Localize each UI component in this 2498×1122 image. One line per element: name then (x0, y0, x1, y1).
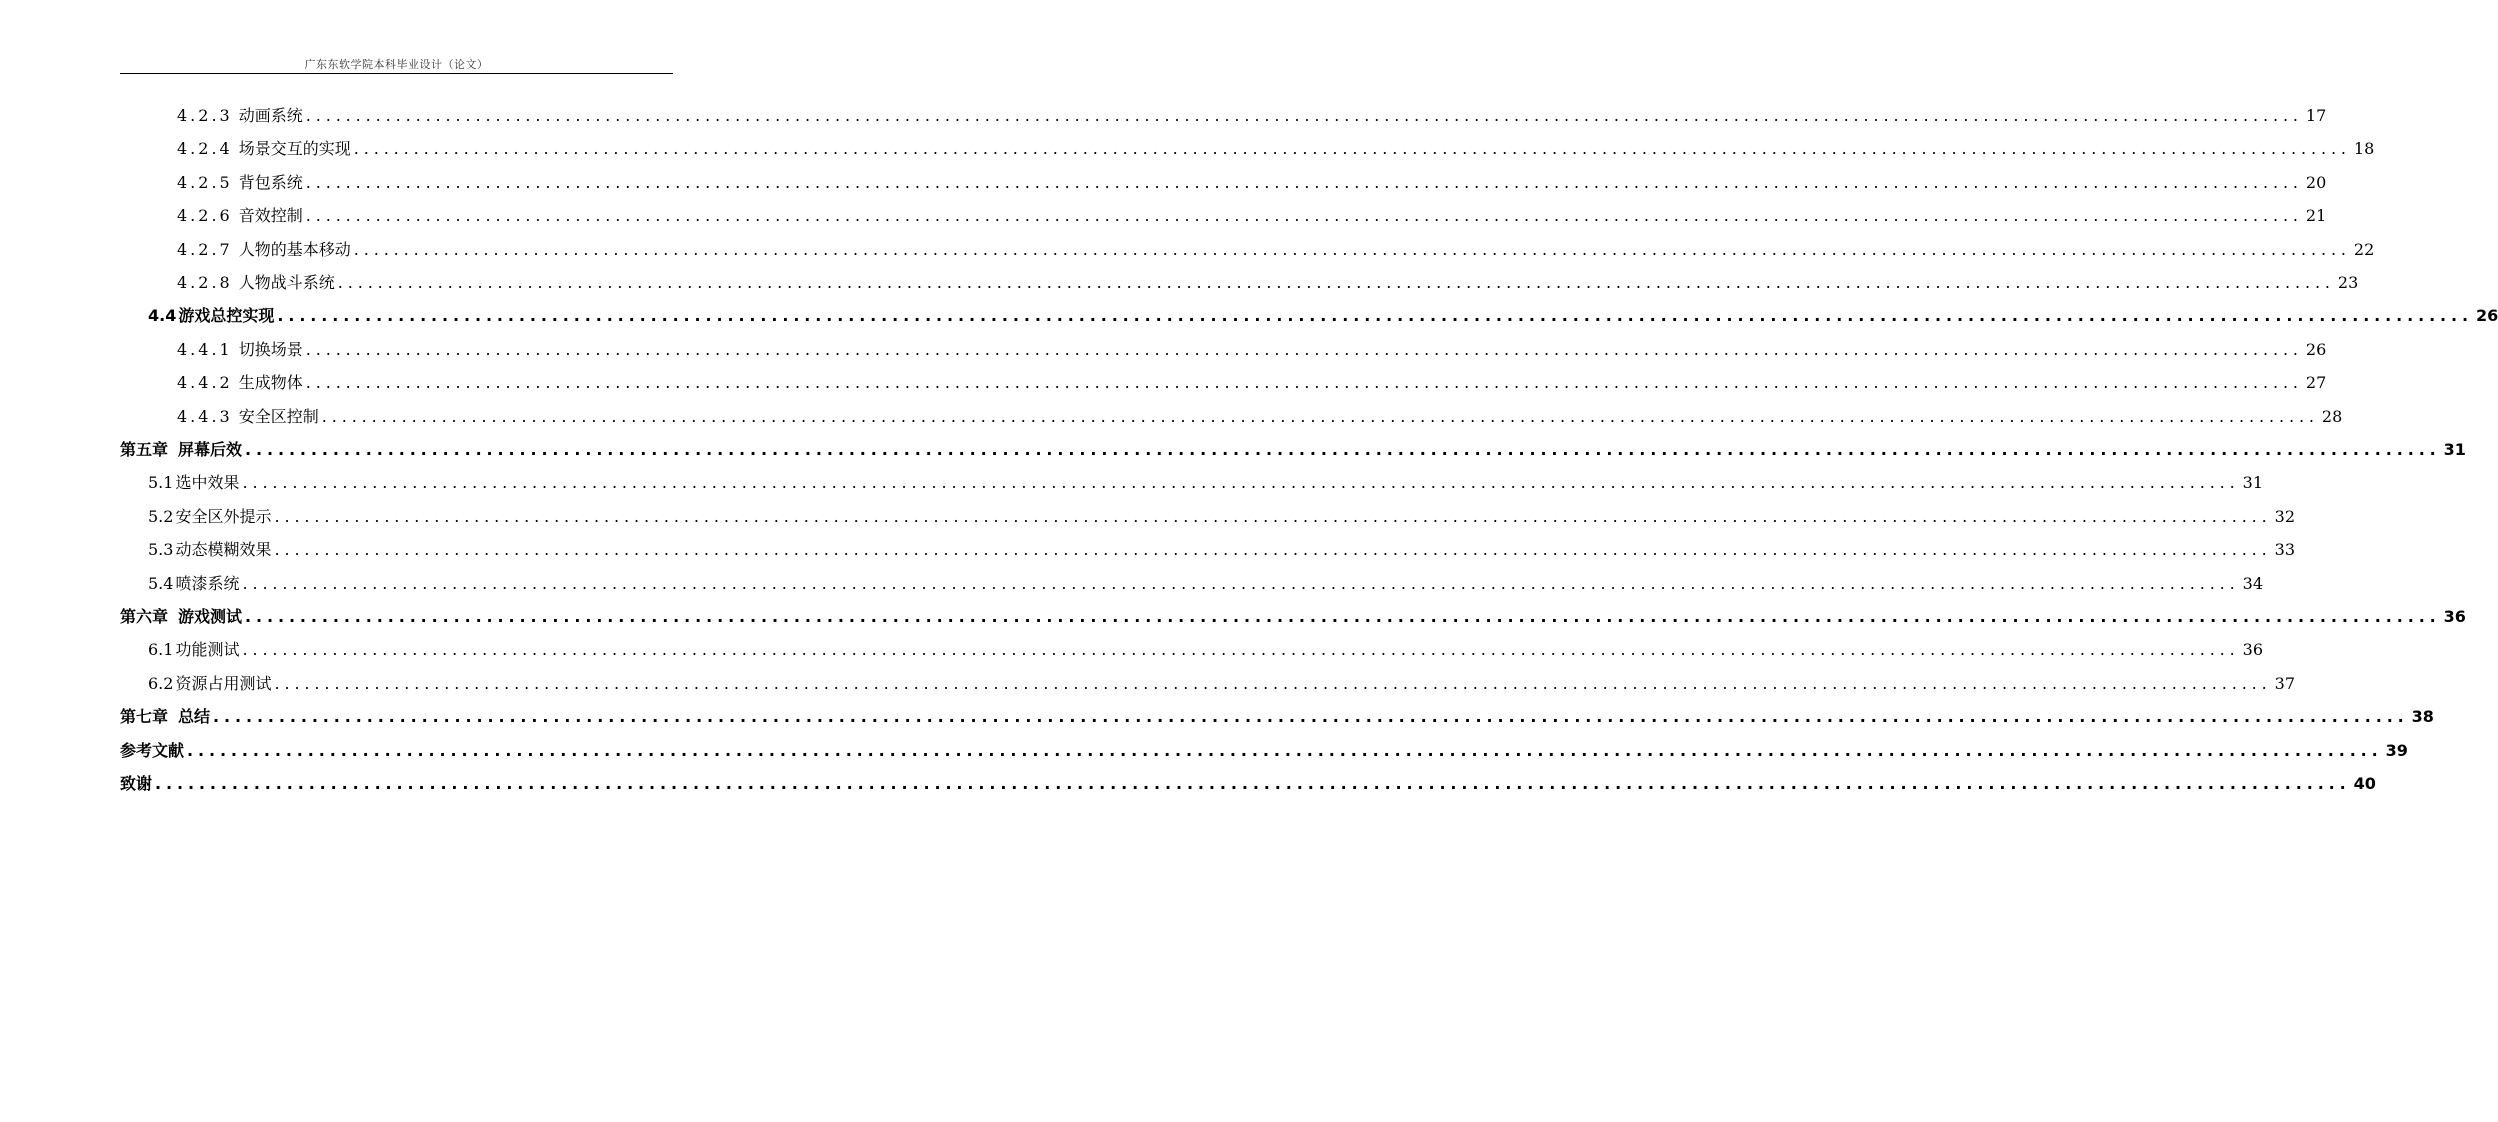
toc-entry-page: 31 (2242, 473, 2264, 493)
toc-leader-dots: ........................................................................................................................................................................................................ (245, 440, 2441, 459)
toc-leader-dots: ........................................................................................................................................................................................................ (305, 106, 2303, 125)
toc-entry-title: 安全区外提示 (175, 506, 272, 526)
toc-entry[interactable] (120, 772, 2376, 796)
toc-entry-number: 6.1 (148, 640, 174, 660)
toc-entry-title: 场景交互的实现 (238, 139, 351, 159)
toc-entry-number: 4.4.2 (177, 373, 233, 393)
toc-entry-page: 18 (2353, 139, 2375, 159)
toc-leader-dots: ........................................................................................................................................................................................................ (274, 506, 2272, 526)
toc-leader-dots: ........................................................................................................................................................................................................ (305, 339, 2303, 359)
toc-entry-number: 5.3 (148, 540, 174, 560)
toc-entry-title: 游戏测试 (178, 607, 243, 626)
toc-entry-page: 23 (2337, 273, 2359, 292)
toc-entry-number: 5.1 (148, 473, 174, 493)
toc-entry-page: 40 (2353, 774, 2376, 793)
toc-entry-page: 22 (2353, 239, 2375, 259)
toc-entry[interactable] (120, 705, 2434, 729)
toc-entry-number: 4.2.3 (177, 106, 233, 125)
toc-entry-title: 总结 (178, 707, 211, 727)
toc-entry-page: 21 (2305, 206, 2327, 226)
toc-entry[interactable] (148, 672, 2296, 696)
toc-entry-number: 4.4.1 (177, 339, 233, 359)
toc-entry[interactable] (120, 438, 2466, 462)
toc-entry-page: 34 (2242, 573, 2264, 593)
toc-entry-page: 27 (2305, 373, 2327, 393)
toc-entry-page: 20 (2305, 172, 2327, 192)
toc-entry-number: 4.2.7 (177, 239, 233, 259)
toc-entry-title: 参考文献 (120, 740, 185, 760)
toc-entry-number: 6.2 (148, 673, 174, 693)
toc-entry-page: 33 (2274, 540, 2296, 560)
toc-entry-title: 致谢 (120, 774, 153, 793)
toc-leader-dots: ........................................................................................................................................................................................................ (305, 206, 2303, 226)
toc-entry-number: 第六章 (120, 607, 169, 626)
toc-leader-dots: ........................................................................................................................................................................................................ (337, 273, 2335, 292)
toc-leader-dots: ........................................................................................................................................................................................................ (155, 774, 2351, 793)
toc-entry-title: 喷漆系统 (175, 573, 240, 593)
toc-leader-dots: ........................................................................................................................................................................................................ (353, 239, 2351, 259)
toc-entry-title: 选中效果 (175, 473, 240, 493)
toc-entry[interactable] (177, 104, 2327, 128)
toc-entry-title: 功能测试 (175, 640, 240, 660)
toc-entry-number: 4.4 (148, 306, 177, 326)
toc-leader-dots: ........................................................................................................................................................................................................ (274, 673, 2272, 693)
toc-entry[interactable] (177, 405, 2343, 429)
page-header: 广东东软学院本科毕业设计（论文） (304, 58, 489, 71)
toc-leader-dots: ........................................................................................................................................................................................................ (242, 573, 2240, 593)
toc-entry-title: 音效控制 (238, 206, 303, 226)
toc-leader-dots: ........................................................................................................................................................................................................ (187, 740, 2383, 760)
toc-entry-page: 17 (2305, 106, 2327, 125)
toc-entry-title: 切换场景 (238, 339, 303, 359)
toc-leader-dots: ........................................................................................................................................................................................................ (274, 540, 2272, 560)
toc-entry[interactable] (148, 572, 2264, 596)
toc-entry-number: 第五章 (120, 440, 169, 459)
toc-entry-title: 动态模糊效果 (175, 540, 272, 560)
toc-entry[interactable] (148, 505, 2296, 529)
toc-leader-dots: ........................................................................................................................................................................................................ (245, 607, 2441, 626)
toc-entry-page: 36 (2443, 607, 2466, 626)
toc-leader-dots: ........................................................................................................................................................................................................ (353, 139, 2351, 159)
toc-entry-title: 资源占用测试 (175, 673, 272, 693)
toc-leader-dots: ........................................................................................................................................................................................................ (305, 172, 2303, 192)
toc-entry-title: 动画系统 (238, 106, 303, 125)
toc-entry-number: 4.2.5 (177, 172, 233, 192)
toc-entry-page: 28 (2321, 406, 2343, 426)
toc-entry-page: 31 (2443, 440, 2466, 459)
toc-entry[interactable] (177, 271, 2359, 295)
toc-entry-number: 4.2.6 (177, 206, 233, 226)
toc-entry-page: 32 (2274, 506, 2296, 526)
toc-entry-page: 37 (2274, 673, 2296, 693)
toc-entry[interactable] (120, 739, 2408, 763)
toc-entry[interactable] (148, 538, 2296, 562)
toc-leader-dots: ........................................................................................................................................................................................................ (213, 707, 2409, 727)
toc-entry-page: 38 (2411, 707, 2434, 727)
toc-entry-number: 第七章 (120, 707, 169, 727)
header-rule (120, 73, 673, 74)
toc-leader-dots: ........................................................................................................................................................................................................ (321, 406, 2319, 426)
toc-entry[interactable] (177, 371, 2327, 395)
toc-leader-dots: ........................................................................................................................................................................................................ (242, 640, 2240, 660)
toc-entry-number: 4.2.4 (177, 139, 233, 159)
toc-entry[interactable] (177, 171, 2327, 195)
toc-leader-dots: ........................................................................................................................................................................................................ (277, 306, 2473, 326)
toc-entry-number: 4.4.3 (177, 406, 233, 426)
toc-entry-title: 生成物体 (238, 373, 303, 393)
toc-entry-title: 背包系统 (238, 172, 303, 192)
toc-entry[interactable] (120, 605, 2466, 629)
toc-leader-dots: ........................................................................................................................................................................................................ (305, 373, 2303, 393)
toc-entry-title: 安全区控制 (238, 406, 319, 426)
toc-entry[interactable] (177, 238, 2375, 262)
toc-entry[interactable] (177, 204, 2327, 228)
toc-entry-page: 36 (2242, 640, 2264, 660)
toc-entry[interactable] (148, 304, 2498, 328)
toc-entry-number: 4.2.8 (177, 273, 233, 292)
toc-entry-number: 5.4 (148, 573, 174, 593)
toc-entry-page: 39 (2385, 740, 2408, 760)
toc-entry-number: 5.2 (148, 506, 174, 526)
toc-entry-title: 屏幕后效 (178, 440, 243, 459)
toc-entry-page: 26 (2475, 306, 2498, 326)
toc-entry[interactable] (148, 638, 2264, 662)
toc-entry-title: 人物战斗系统 (238, 273, 335, 292)
toc-entry[interactable] (148, 471, 2264, 495)
toc-leader-dots: ........................................................................................................................................................................................................ (242, 473, 2240, 493)
toc-entry[interactable] (177, 137, 2375, 161)
toc-entry-title: 游戏总控实现 (178, 306, 275, 326)
toc-entry-title: 人物的基本移动 (238, 239, 351, 259)
toc-entry-page: 26 (2305, 339, 2327, 359)
toc-entry[interactable] (177, 338, 2327, 362)
